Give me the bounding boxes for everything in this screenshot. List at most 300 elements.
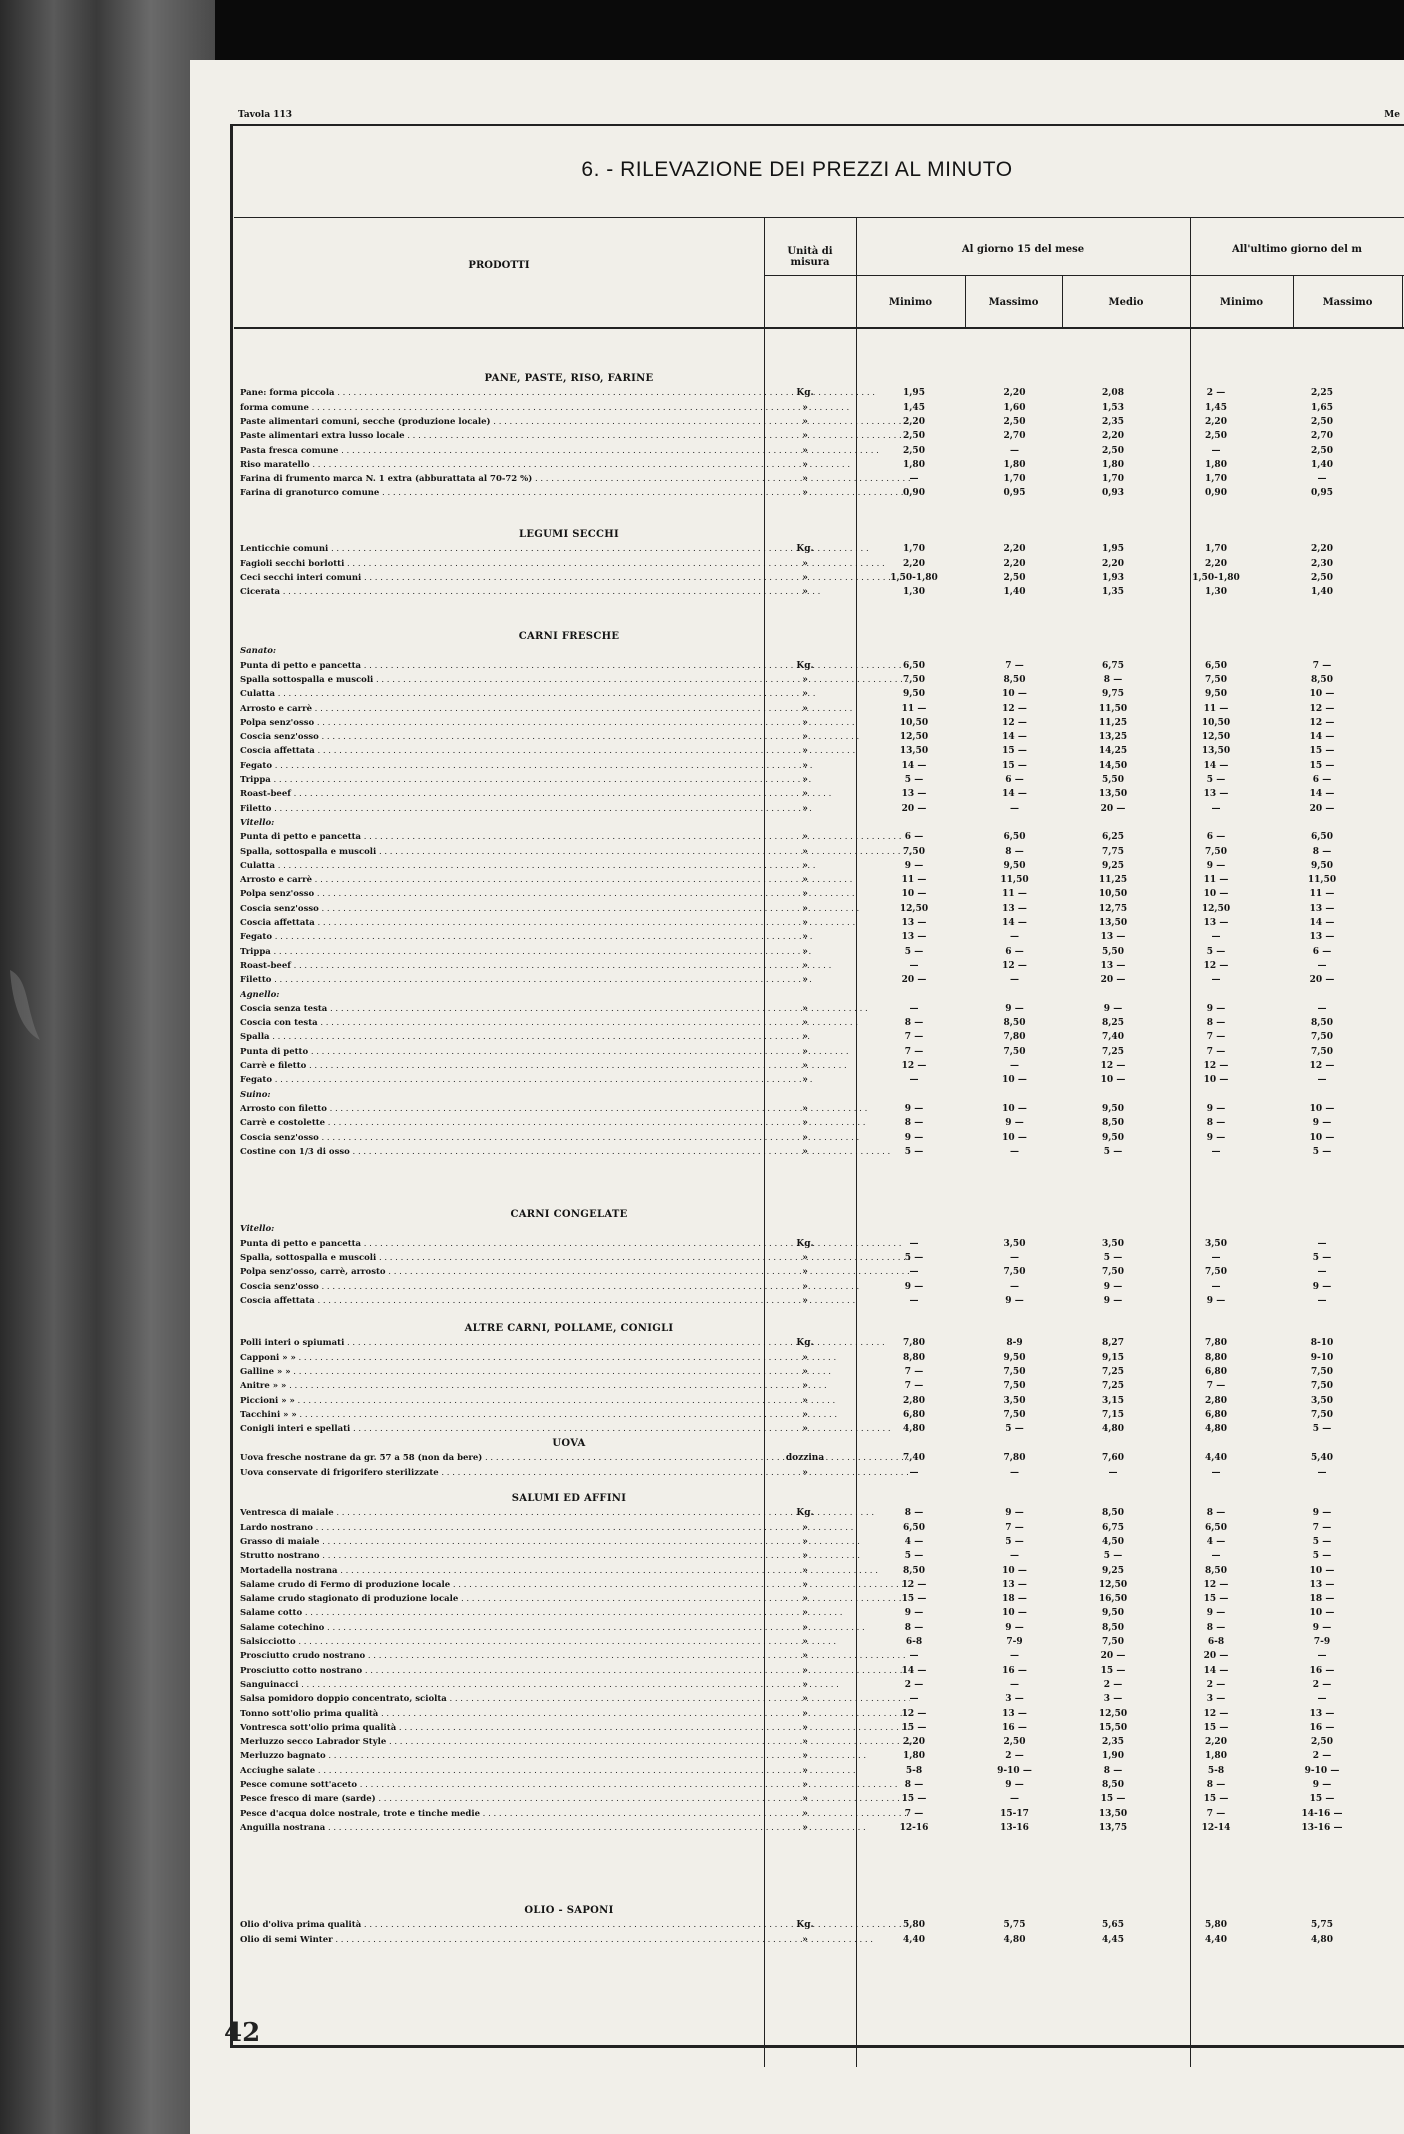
price-cell: 6 — (1005, 775, 1024, 785)
product-name: Punta di petto . . . (240, 1045, 910, 1059)
price-cell: 9,50 (903, 689, 925, 700)
unit-cell: » (802, 1395, 808, 1406)
price-cell: 2,50 (1311, 1737, 1333, 1748)
price-cell: 0,90 (1205, 488, 1227, 499)
table-row (190, 472, 1404, 486)
price-cell: 12,50 (1098, 1708, 1128, 1719)
product-name: Arrosto e carrè . . . (240, 873, 910, 887)
price-cell: 3,50 (1003, 1238, 1026, 1249)
unit-cell: » (802, 789, 808, 800)
price-cell: 9 — (1005, 1118, 1024, 1129)
price-cell: 2,25 (1311, 388, 1333, 399)
header-group-last: All'ultimo giorno del m (1231, 244, 1362, 255)
price-cell: 5 — (1206, 946, 1226, 957)
price-cell: 5-8 (905, 1765, 923, 1776)
section-heading: OLIO - SAPONI (524, 1905, 614, 1916)
price-cell: 9 — (1005, 1295, 1024, 1306)
product-name: Olio di semi Winter . . . (240, 1933, 910, 1947)
price-cell: 12,50 (1201, 732, 1231, 743)
price-cell: — (909, 1467, 919, 1478)
price-cell: 1,70 (1003, 474, 1026, 485)
unit-cell: » (802, 416, 808, 427)
table-row (190, 1002, 1404, 1016)
book-binding-edge (0, 0, 215, 2134)
price-cell: — (1317, 1267, 1327, 1278)
table-row (190, 673, 1404, 687)
product-name: Paste alimentari comuni, secche (produzione locale) . . . (240, 415, 910, 429)
table-row (190, 1280, 1404, 1294)
table-row (190, 759, 1404, 773)
section-heading-row (190, 1492, 1404, 1506)
price-cell: 12,50 (899, 732, 929, 743)
price-cell: 13 — (1002, 1579, 1027, 1590)
price-cell: 5 — (1206, 775, 1226, 785)
unit-cell: dozzina (785, 1453, 825, 1464)
price-cell: 10 — (1100, 1075, 1126, 1086)
product-name: Coscia affettata . . . (240, 744, 910, 758)
price-cell: — (1317, 1694, 1327, 1705)
price-cell: 7,50 (1205, 1267, 1227, 1278)
price-cell: 8,50 (1205, 1565, 1227, 1576)
price-cell: 15 — (901, 1794, 927, 1805)
price-cell: 2,80 (903, 1395, 925, 1406)
price-cell: 16 — (1309, 1722, 1335, 1733)
price-cell: 13 — (1309, 1579, 1335, 1590)
price-cell: 7 — (904, 1808, 924, 1819)
price-cell: 10 — (1002, 1132, 1027, 1143)
price-cell: 4,80 (1205, 1424, 1227, 1435)
price-cell: 0,95 (1311, 488, 1333, 499)
price-cell: 9 — (1103, 1003, 1123, 1014)
section-heading-row (190, 1904, 1404, 1918)
price-cell: 7,50 (1003, 1046, 1026, 1057)
price-cell: 2 — (1312, 1751, 1332, 1762)
product-name: Culatta . . . (240, 687, 910, 701)
product-name: Salame crudo stagionato di produzione locale . . . (240, 1592, 910, 1606)
price-cell: 13 — (901, 789, 927, 800)
table-row (190, 1621, 1404, 1635)
unit-cell: » (802, 1934, 808, 1945)
subgroup-label: Suino: (240, 1089, 271, 1100)
unit-cell: » (802, 1366, 808, 1377)
price-cell: 2,35 (1102, 416, 1124, 427)
product-name: Anguilla nostrana . . . (240, 1821, 910, 1835)
price-cell: 7 — (1206, 1808, 1226, 1819)
table-row (190, 1778, 1404, 1792)
price-cell: 14 — (1203, 760, 1229, 771)
unit-cell: » (802, 860, 808, 871)
table-row (190, 702, 1404, 716)
price-cell: 11,50 (1098, 703, 1128, 714)
table-row (190, 1635, 1404, 1649)
table-row (190, 1422, 1404, 1436)
price-cell: 7,60 (1102, 1453, 1124, 1464)
price-cell: 13 — (1002, 903, 1027, 914)
price-cell: 5,50 (1102, 775, 1124, 785)
product-name: Spalla, sottospalla e muscoli . . . (240, 845, 910, 859)
section-heading-row (190, 1437, 1404, 1451)
price-cell: 13 — (1100, 960, 1126, 971)
top-rule (230, 124, 1404, 126)
price-cell: 9 — (904, 860, 924, 871)
unit-cell: » (802, 1751, 808, 1762)
price-cell: 2 — (1206, 388, 1226, 399)
price-cell: 7 — (1312, 660, 1332, 671)
section-heading-row (190, 630, 1404, 644)
unit-cell: » (802, 1424, 808, 1435)
price-cell: 5 — (1005, 1536, 1024, 1547)
price-cell: — (1010, 1794, 1019, 1805)
product-name: Punta di petto e pancetta . . . (240, 830, 910, 844)
price-cell: 5 — (904, 775, 924, 785)
price-cell: 12,50 (1098, 1579, 1128, 1590)
price-cell: 7,80 (1003, 1453, 1026, 1464)
product-name: Salsicciotto . . . (240, 1635, 910, 1649)
price-cell: 9 — (904, 1132, 924, 1143)
price-cell: 10 — (1002, 689, 1027, 700)
product-name: Merluzzo secco Labrador Style . . . (240, 1735, 910, 1749)
price-cell: 13,50 (1098, 918, 1128, 928)
price-cell: — (1211, 1281, 1221, 1292)
product-name: Arrosto e carrè . . . (240, 702, 910, 716)
price-cell: 9 — (1206, 1295, 1226, 1306)
table-row (190, 744, 1404, 758)
product-name: Coscia senz'osso . . . (240, 902, 910, 916)
price-cell: 7,50 (1205, 674, 1227, 685)
price-cell: 13 — (1309, 1708, 1335, 1719)
price-cell: 8 — (1103, 1765, 1123, 1776)
price-cell: 8,80 (903, 1352, 925, 1363)
price-cell: 7,50 (903, 846, 925, 857)
product-name: Costine con 1/3 di osso . . . (240, 1145, 910, 1159)
price-cell: 20 — (1100, 1651, 1126, 1662)
price-cell: 12 — (1203, 1579, 1229, 1590)
product-name: Salame cotto . . . (240, 1606, 910, 1620)
price-cell: — (1010, 1551, 1019, 1562)
product-name: Sanguinacci . . . (240, 1678, 910, 1692)
product-name: Olio d'oliva prima qualità . . . (240, 1918, 910, 1932)
price-cell: 1,95 (903, 388, 925, 399)
price-cell: 9 — (1005, 1003, 1024, 1014)
table-row (190, 773, 1404, 787)
product-name: Uova conservate di frigorifero sterilizzate . . . (240, 1466, 910, 1480)
unit-cell: » (802, 488, 808, 499)
price-cell: 3,50 (1003, 1395, 1026, 1406)
unit-cell: » (802, 1679, 808, 1690)
table-row (190, 1059, 1404, 1073)
price-cell: 13 — (1203, 918, 1229, 928)
unit-cell: » (802, 1737, 808, 1748)
price-cell: 12 — (901, 1579, 927, 1590)
section-heading-row (190, 1322, 1404, 1336)
price-cell: 1,70 (1205, 474, 1227, 485)
section-heading-row (190, 1208, 1404, 1222)
unit-cell: » (802, 1003, 808, 1014)
price-cell: 10 — (1309, 1132, 1335, 1143)
table-row (190, 1821, 1404, 1835)
price-cell: 14,25 (1098, 746, 1128, 757)
price-cell: 12-14 (1201, 1822, 1231, 1833)
unit-cell: Kg. (796, 1920, 814, 1931)
price-cell: — (909, 1694, 919, 1705)
table-row (190, 716, 1404, 730)
price-cell: — (1010, 1281, 1019, 1292)
price-cell: 5 — (1312, 1252, 1332, 1263)
price-cell: 14 — (1309, 789, 1335, 800)
price-cell: 4 — (1206, 1536, 1226, 1547)
price-cell: 1,80 (903, 1751, 925, 1762)
unit-cell: » (802, 1579, 808, 1590)
price-cell: 13,50 (1098, 789, 1128, 800)
unit-cell: » (802, 1608, 808, 1619)
price-cell: 15 — (1203, 1722, 1229, 1733)
table-row (190, 902, 1404, 916)
price-cell: — (1317, 1295, 1327, 1306)
unit-cell: » (802, 558, 808, 569)
product-name: Pesce fresco di mare (sarde) . . . (240, 1792, 910, 1806)
subgroup-label: Agnello: (240, 989, 280, 1000)
price-cell: 5 — (904, 1146, 924, 1157)
price-cell: — (1010, 1146, 1019, 1157)
section-heading: CARNI FRESCHE (518, 631, 620, 642)
price-cell: — (909, 960, 919, 971)
section-heading: UOVA (552, 1438, 586, 1449)
price-cell: 16 — (1002, 1722, 1027, 1733)
product-name: Fegato . . . (240, 759, 910, 773)
table-row (190, 1073, 1404, 1087)
unit-cell: » (802, 703, 808, 714)
table-row (190, 486, 1404, 500)
table-row (190, 1692, 1404, 1706)
price-cell: 20 — (901, 803, 927, 814)
unit-cell: » (802, 846, 808, 857)
price-cell: 5 — (1103, 1551, 1123, 1562)
price-cell: 10 — (1002, 1103, 1027, 1114)
price-cell: 8 — (904, 1780, 924, 1790)
price-cell: 5 — (904, 1551, 924, 1562)
price-cell: 3 — (1103, 1694, 1123, 1705)
table-row (190, 1807, 1404, 1821)
price-cell: 2,50 (1311, 572, 1333, 583)
product-name: Strutto nostrano . . . (240, 1549, 910, 1563)
price-cell: 3,50 (1205, 1238, 1227, 1249)
price-cell: 2 — (1206, 1679, 1226, 1690)
price-cell: 9-10 (1310, 1352, 1334, 1363)
price-cell: 7 — (1206, 1046, 1226, 1057)
table-row (190, 1664, 1404, 1678)
price-cell: — (1211, 975, 1221, 986)
product-name: Pesce d'acqua dolce nostrale, trote e tinche medie . . . (240, 1807, 910, 1821)
table-row (190, 959, 1404, 973)
price-cell: 2,08 (1102, 388, 1124, 399)
table-row (190, 415, 1404, 429)
price-cell: 0,95 (1003, 488, 1026, 499)
price-cell: 5,75 (1003, 1920, 1026, 1931)
unit-cell: » (802, 1651, 808, 1662)
price-cell: — (1317, 960, 1327, 971)
price-cell: — (1211, 932, 1221, 943)
price-cell: 9 — (1312, 1118, 1332, 1129)
price-cell: 8,50 (1003, 1018, 1026, 1029)
table-row (190, 1294, 1404, 1308)
price-cell: 8 — (1206, 1508, 1226, 1519)
price-cell: 11 — (1309, 889, 1335, 900)
price-cell: 15,50 (1098, 1722, 1128, 1733)
price-cell: 1,80 (1102, 459, 1124, 470)
price-cell: 10 — (1309, 1565, 1335, 1576)
price-cell: 14 — (1309, 918, 1335, 928)
price-cell: 8 — (1005, 846, 1024, 857)
price-cell: 13-16 — (1301, 1822, 1343, 1833)
price-cell: 12-16 (899, 1822, 929, 1833)
price-cell: 0,93 (1102, 488, 1124, 499)
price-cell: — (1010, 932, 1019, 943)
price-cell: 9 — (1206, 1132, 1226, 1143)
product-name: Ceci secchi interi comuni . . . (240, 571, 910, 585)
price-cell: 2,50 (903, 445, 925, 456)
price-cell: 6,80 (1205, 1366, 1227, 1377)
unit-cell: » (802, 1765, 808, 1776)
header-unita: Unità di misura (787, 246, 833, 268)
price-cell: 9 — (904, 1281, 924, 1292)
product-name: Acciughe salate . . . (240, 1764, 910, 1778)
table-row (190, 1933, 1404, 1947)
unit-cell: » (802, 474, 808, 485)
price-cell: 1,65 (1311, 402, 1333, 413)
product-name: Filetto . . . (240, 802, 910, 816)
section-heading-row (190, 372, 1404, 386)
price-cell: 9 — (1206, 1608, 1226, 1619)
price-cell: 15 — (1309, 746, 1335, 757)
price-cell: 8 — (1312, 846, 1332, 857)
price-cell: 9,50 (1003, 860, 1026, 871)
price-cell: 1,50-1,80 (1192, 572, 1240, 583)
price-cell: 15 — (1203, 1594, 1229, 1605)
header-top-rule (234, 217, 1404, 218)
table-row (190, 730, 1404, 744)
table-row (190, 1116, 1404, 1130)
unit-cell: » (802, 960, 808, 971)
price-cell: 2,70 (1311, 431, 1333, 442)
price-cell: 12,75 (1098, 903, 1128, 914)
product-name: Fagioli secchi borlotti . . . (240, 557, 910, 571)
product-name: Arrosto con filetto . . . (240, 1102, 910, 1116)
price-cell: 10 — (1002, 1608, 1027, 1619)
header-med-15: Medio (1108, 297, 1144, 308)
price-cell: 11,25 (1098, 717, 1128, 728)
table-row (190, 1145, 1404, 1159)
price-cell: 10,50 (1201, 717, 1231, 728)
product-name: Spalla sottospalla e muscoli . . . (240, 673, 910, 687)
price-cell: 8 — (1206, 1622, 1226, 1633)
product-name: Capponi » » . . . (240, 1351, 910, 1365)
table-row (190, 1549, 1404, 1563)
price-cell: 7,50 (1003, 1267, 1026, 1278)
unit-cell: » (802, 1032, 808, 1043)
page-number: 42 (224, 2018, 261, 2048)
price-cell: 1,70 (1102, 474, 1124, 485)
unit-cell: » (802, 1146, 808, 1157)
price-cell: 7 — (1206, 1032, 1226, 1043)
price-cell: 2,50 (1205, 431, 1227, 442)
unit-cell: Kg. (796, 1338, 814, 1349)
price-cell: 7,50 (1003, 1366, 1026, 1377)
product-name: Polpa senz'osso . . . (240, 716, 910, 730)
price-cell: 20 — (1100, 975, 1126, 986)
table-row (190, 802, 1404, 816)
price-cell: 7 — (1206, 1381, 1226, 1392)
unit-cell: » (802, 1352, 808, 1363)
price-cell: 11 — (1203, 703, 1229, 714)
unit-cell: » (802, 975, 808, 986)
price-cell: — (1010, 1061, 1019, 1071)
product-name: Salame crudo di Fermo di produzione locale . . . (240, 1578, 910, 1592)
price-cell: 5 — (1312, 1536, 1332, 1547)
header-right-text: Me (1384, 110, 1400, 120)
price-cell: 6,80 (1205, 1409, 1227, 1420)
price-cell: 2,70 (1003, 431, 1026, 442)
section-heading: SALUMI ED AFFINI (511, 1493, 627, 1504)
unit-cell: » (802, 1822, 808, 1833)
header-bottom-rule (234, 327, 1404, 329)
price-cell: 11 — (1203, 875, 1229, 886)
price-cell: 12 — (1309, 1061, 1335, 1071)
table-row (190, 386, 1404, 400)
price-cell: 6 — (1312, 775, 1332, 785)
table-row (190, 542, 1404, 556)
price-cell: 5 — (1103, 1252, 1123, 1263)
table-row (190, 1251, 1404, 1265)
price-cell: 9,50 (1102, 1608, 1124, 1619)
price-cell: 2 — (1103, 1679, 1123, 1690)
price-cell: 1,30 (1205, 587, 1227, 598)
price-cell: 11,50 (1307, 875, 1337, 886)
product-name: Roast-beef . . . (240, 787, 910, 801)
table-row (190, 1102, 1404, 1116)
price-cell: 6,25 (1102, 832, 1124, 843)
price-cell: 6,80 (903, 1409, 925, 1420)
product-name: Polli interi o spiumati . . . (240, 1336, 910, 1350)
table-row (190, 859, 1404, 873)
price-cell: 1,45 (1205, 402, 1227, 413)
price-cell: — (1211, 803, 1221, 814)
price-cell: 5-8 (1207, 1765, 1225, 1776)
price-cell: 12 — (1002, 717, 1027, 728)
price-cell: 4,80 (903, 1424, 925, 1435)
product-name: forma comune . . . (240, 401, 910, 415)
price-cell: 10,50 (1098, 889, 1128, 900)
price-cell: 2,50 (1311, 416, 1333, 427)
price-cell: 5 — (1312, 1424, 1332, 1435)
price-cell: 11,25 (1098, 875, 1128, 886)
price-cell: 2,20 (1003, 388, 1026, 399)
price-cell: 16 — (1309, 1665, 1335, 1676)
unit-cell: Kg. (796, 544, 814, 555)
product-name: Lenticchie comuni . . . (240, 542, 910, 556)
price-cell: 2,20 (1102, 431, 1124, 442)
unit-cell: » (802, 746, 808, 757)
price-cell: — (1211, 1467, 1221, 1478)
price-cell: 9,75 (1102, 689, 1124, 700)
product-name: Farina di granoturco comune . . . (240, 486, 910, 500)
header-min-last: Minimo (1219, 297, 1264, 308)
subgroup-row (190, 1222, 1404, 1236)
price-cell: 8,25 (1102, 1018, 1124, 1029)
price-cell: 2,30 (1311, 558, 1333, 569)
price-cell: — (1108, 1467, 1118, 1478)
table-row (190, 1707, 1404, 1721)
table-row (190, 571, 1404, 585)
